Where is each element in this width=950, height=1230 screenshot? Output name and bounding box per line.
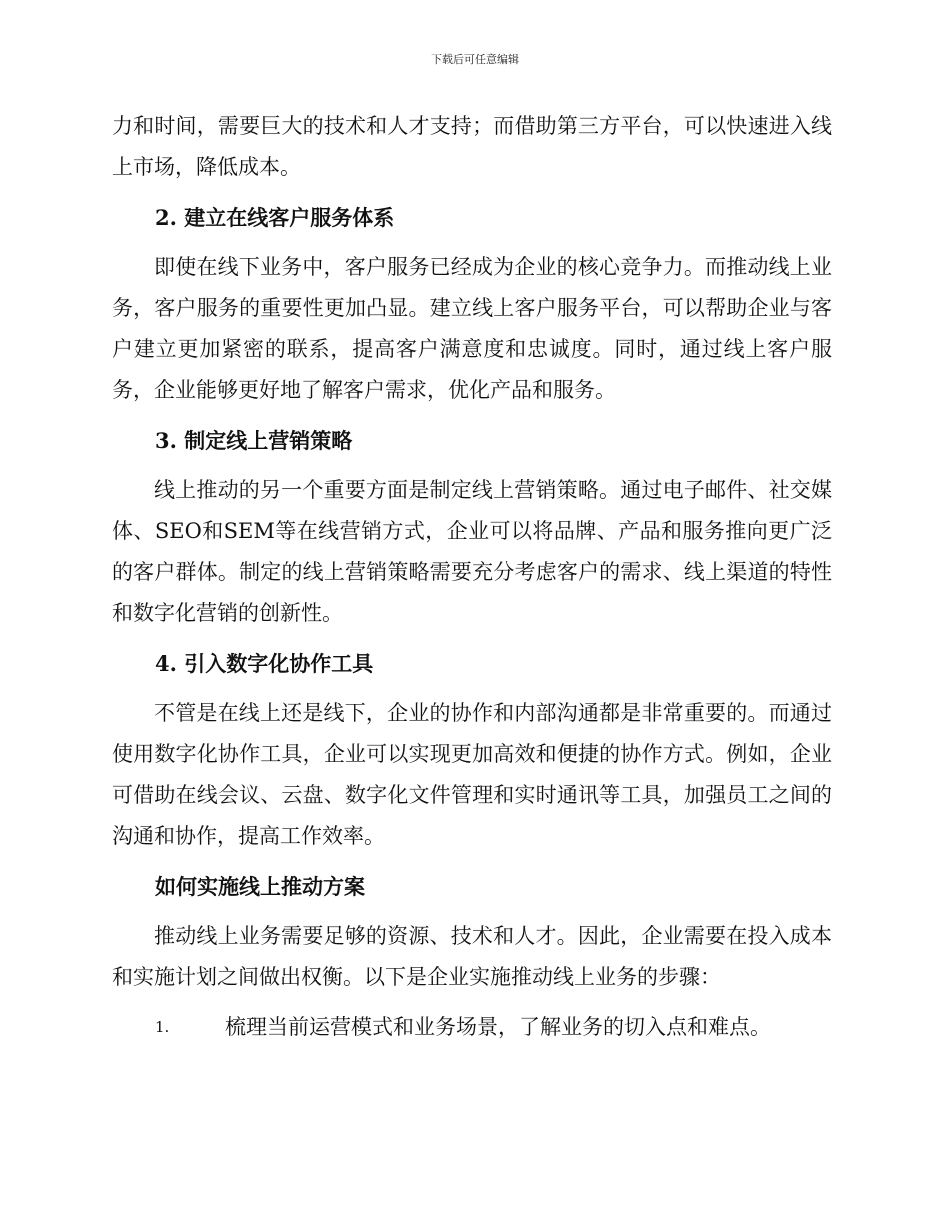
list-item-number: 1. <box>155 1018 170 1036</box>
paragraph-customer-service: 即使在线下业务中，客户服务已经成为企业的核心竞争力。而推动线上业务，客户服务的重要性更加凸显。建立线上客户服务平台，可以帮助企业与客户建立更加紧密的联系，提高客户满意度和忠诚度。同时，通过线上客户服务，企业能够更好地了解客户需求，优化产品和服务。 <box>112 255 832 402</box>
paragraph-implementation: 推动线上业务需要足够的资源、技术和人才。因此，企业需要在投入成本和实施计划之间做出权衡。以下是企业实施推动线上业务的步骤： <box>112 924 832 989</box>
section-heading-customer-service: 2. 建立在线客户服务体系 <box>155 205 395 230</box>
paragraph-collaboration: 不管是在线上还是线下，企业的协作和内部沟通都是非常重要的。而通过使用数字化协作工具，企业可以实现更加高效和便捷的协作方式。例如，企业可借助在线会议、云盘、数字化文件管理和实时通讯等工具，加强员工之间的沟通和协作，提高工作效率。 <box>112 701 832 848</box>
page-header: 下载后可任意编辑 <box>431 53 519 66</box>
section-heading-collaboration: 4. 引入数字化协作工具 <box>155 651 374 676</box>
section-heading-marketing: 3. 制定线上营销策略 <box>155 428 353 453</box>
section-heading-implementation: 如何实施线上推动方案 <box>155 874 365 899</box>
paragraph-continuation: 力和时间，需要巨大的技术和人才支持；而借助第三方平台，可以快速进入线上市场，降低成本。 <box>112 114 832 179</box>
list-item-text: 梳理当前运营模式和业务场景，了解业务的切入点和难点。 <box>225 1015 771 1039</box>
list-item <box>112 1007 832 1048</box>
document-body <box>112 106 832 1048</box>
paragraph-marketing: 线上推动的另一个重要方面是制定线上营销策略。通过电子邮件、社交媒体、SEO和SEM等在线营销方式，企业可以将品牌、产品和服务推向更广泛的客户群体。制定的线上营销策略需要充分考虑客户的需求、线上渠道的特性和数字化营销的创新性。 <box>112 478 832 625</box>
